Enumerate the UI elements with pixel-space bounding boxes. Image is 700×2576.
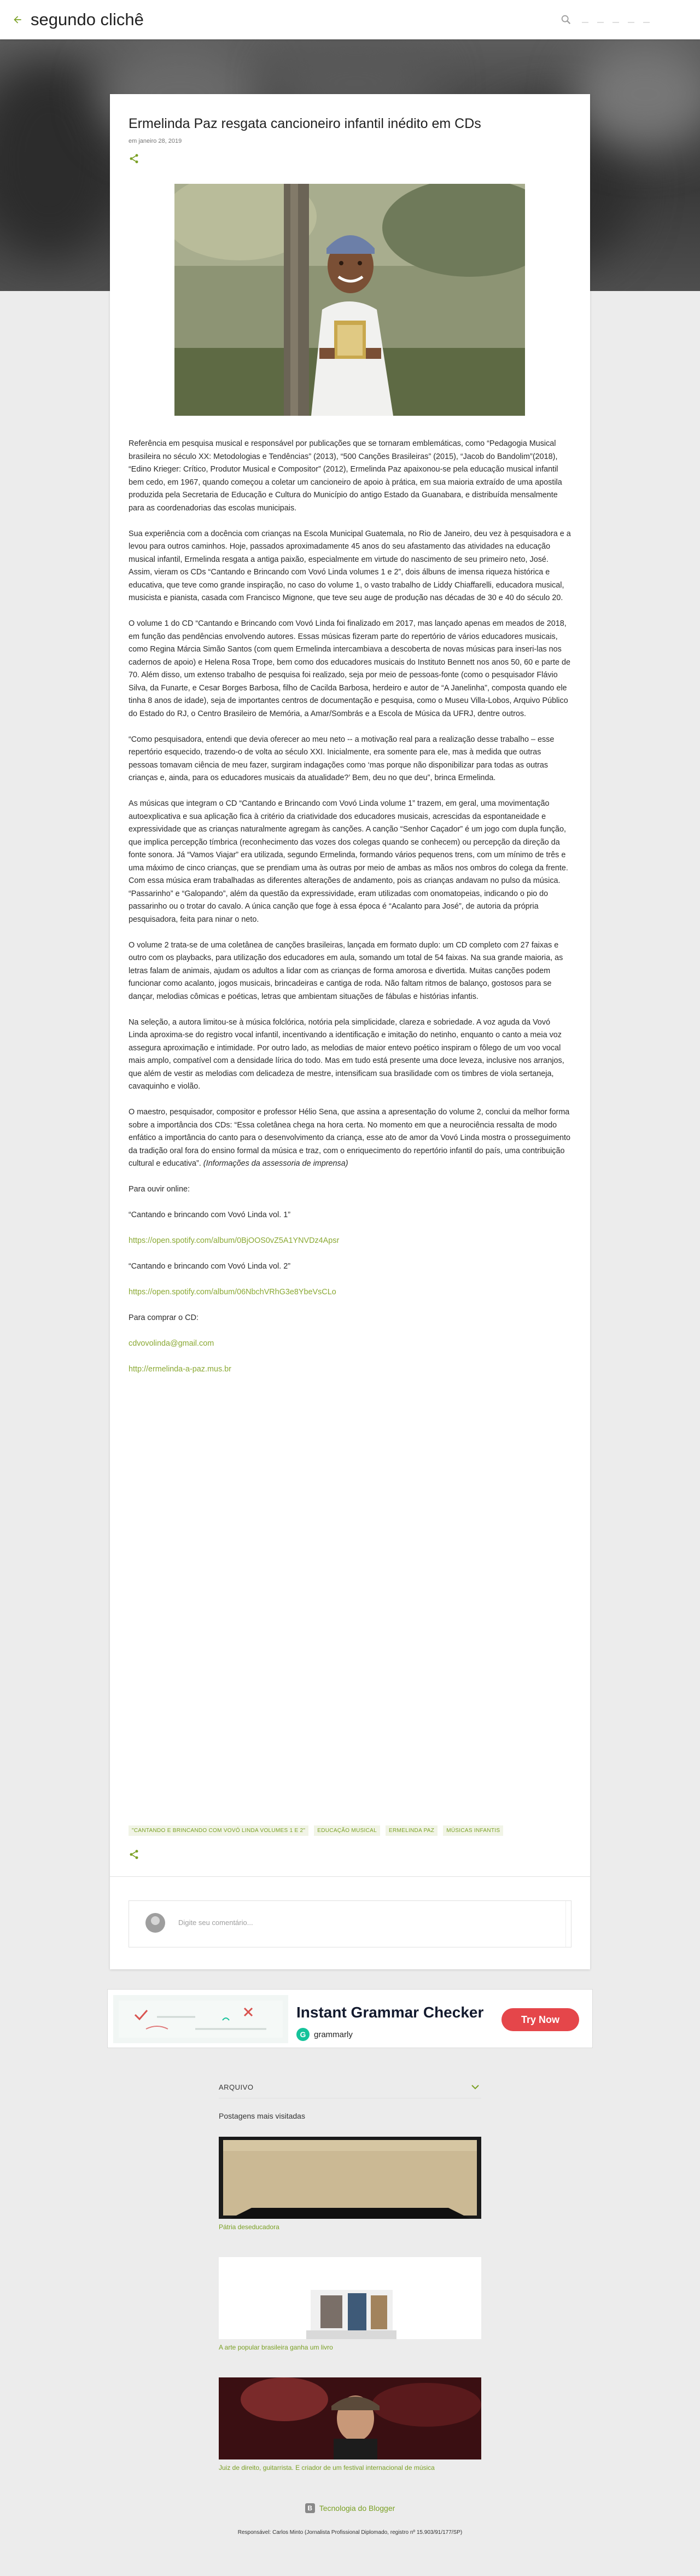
powered-by[interactable] <box>0 2503 700 2513</box>
chevron-down-icon[interactable] <box>471 2084 479 2090</box>
popular-post-title[interactable]: A arte popular brasileira ganha um livro <box>219 2344 333 2351</box>
post-paragraph: Na seleção, a autora limitou-se à música folclórica, notória pela simplicidade, clareza e sobriedade. A voz aguda da Vovó Linda aproxima-se do registro vocal infantil, incentivando a identificação e imitação do netinho, enquanto o canto a meia voz assegura aproximação e intimidade. Por outro lado, as melodias de maior entevo poético inspiram o fôlego de um voo vocal mais amplo, compatível com a densidade lírica do todo. Mas em tudo está presente uma doce leveza, inclusive nos arranjos, que além de vestir as melodias com delicadeza de mestre, intensificam sua brasilidade com os timbres de viola sertaneja, cavaquinho e violão. <box>129 1017 564 1091</box>
post-paragraph: O volume 1 do CD “Cantando e Brincando com Vovó Linda foi finalizado em 2017, mas lançado apenas em meados de 2018, em função das pendências envolvendo autores. Essas músicas fizeram parte do repertório de vários educadores musicais, como Regina Márcia Simão Santos (com quem Ermelinda intercambiava a descoberta de novas músicas para inseri-las nos cadernos de apoio) e Helena Rosa Trope, bem como dos educadores musicais do Instituto Bennett nos anos 50, 60 e parte de 70. Além disso, um extenso trabalho de pesquisa foi realizado, seja por meio de pessoas-fonte (como o pesquisador Flávio Silva, da Funarte, e Cesar Borges Barbosa, filho de Cacilda Barbosa, herdeiro e autor de “A Janelinha”, composta quando ele tinha 8 anos de idade), seja de importantes centros de documentação e pesquisa, como o Museu Villa-Lobos, Arquivo Público do Estado do RJ, o Centro Brasileiro de Memória, a Amar/Sombrás e a Escola de Música da UFRJ, dentre outros. <box>129 619 570 718</box>
label-cantando-e-brincando[interactable]: "CANTANDO E BRINCANDO COM VOVÓ LINDA VOLUMES 1 E 2" <box>129 1825 308 1836</box>
vol1-spotify-link[interactable]: https://open.spotify.com/album/0BjOOS0vZ5A1YNVDz4Apsr <box>129 1236 340 1245</box>
post-card <box>110 94 590 1969</box>
label-educacao-musical[interactable]: EDUCAÇÃO MUSICAL <box>314 1825 380 1836</box>
archive-label: ARQUIVO <box>219 2083 254 2091</box>
label-musicas-infantis[interactable]: MÚSICAS INFANTIS <box>443 1825 503 1836</box>
vol2-label: “Cantando e brincando com Vovó Linda vol. 2” <box>129 1262 290 1271</box>
search-area[interactable] <box>552 11 700 28</box>
blog-title[interactable]: segundo clichê <box>31 10 144 29</box>
ad-illustration <box>113 1995 288 2043</box>
popular-posts-title: Postagens mais visitadas <box>219 2112 305 2120</box>
popular-post-thumbnail[interactable] <box>219 2377 481 2459</box>
top-bar <box>0 0 700 39</box>
popular-post-title[interactable]: Juiz de direito, guitarrista. E criador de um festival internacional de música <box>219 2464 435 2472</box>
popular-post[interactable] <box>219 2137 481 2231</box>
post-paragraph-quote <box>129 1106 571 1171</box>
post-paragraph: O volume 2 trata-se de uma coletânea de canções brasileiras, lançada em formato duplo: um CD completo com 27 faixas e outro com os playbacks, para utilização dos educadores em aula, somando um total de 54 faixas. Na sua grande maioria, as letras falam de animais, ajudam os adultos a lidar com as crianças de forma amorosa e divertida. Muitas canções podem funcionar como acalanto, jogos musicais, brincadeiras e cantiga de roda. Não faltam ritmos de balanço, gostosos para se dançar, melodias cômicas e poéticas, letras que ambientam situações de fábulas e histórias infantis. <box>129 940 563 1001</box>
post-paragraph: “Como pesquisadora, entendi que devia oferecer ao meu neto -- a motivação real para a realização desse trabalho – esse repertório esquecido, trazendo-o de volta ao século XXI. Inicialmente, era somente para ele, mas à medida que outras pessoas tomavam ciência de meu fazer, surgiram indagações como ‘mas porque não disponibilizar para todas as outras crianças e, ainda, para os educadores musicais da atualidade?’ Bem, deu no que deu”, brinca Ermelinda. <box>129 735 555 782</box>
powered-by-text[interactable]: Tecnologia do Blogger <box>319 2504 395 2513</box>
search-icon[interactable] <box>560 14 572 26</box>
popular-post[interactable] <box>219 2257 481 2351</box>
comment-input[interactable]: Digite seu comentário... <box>178 1918 253 1927</box>
back-arrow-icon[interactable] <box>12 14 23 25</box>
blogger-icon: B <box>305 2503 315 2513</box>
listen-heading: Para ouvir online: <box>129 1185 190 1194</box>
search-placeholder-dots <box>582 16 650 23</box>
vol1-label: “Cantando e brincando com Vovó Linda vol. 1” <box>129 1211 290 1219</box>
label-ermelinda-paz[interactable]: ERMELINDA PAZ <box>386 1825 438 1836</box>
buy-site-link[interactable]: http://ermelinda-a-paz.mus.br <box>129 1365 231 1374</box>
post-date[interactable]: em janeiro 28, 2019 <box>129 138 182 144</box>
quote-text: O maestro, pesquisador, compositor e professor Hélio Sena, que assina a apresentação do volume 2, conclui da melhor forma sobre a importância dos CDs: “Essa coletânea chega na hora certa. No momento em que a neurociência ressalta de modo enfático a importância do canto para o desenvolvimento da criança, esse ato de amor da Vovó Linda mostra o prosseguimento da tradição oral fora do ensino formal da música e traz, com o enriquecimento do repertório infantil do país, uma contribuição cultural e educativa”. <box>129 1108 570 1168</box>
post-labels <box>129 1825 503 1836</box>
popular-post-thumbnail[interactable] <box>219 2137 481 2219</box>
ad-banner[interactable] <box>107 1989 593 2048</box>
archive-dropdown[interactable] <box>219 2077 481 2098</box>
post-paragraph: Sua experiência com a docência com crianças na Escola Municipal Guatemala, no Rio de Janeiro, deu vez à pesquisadora e a levou para outros caminhos. Hoje, passados aproximadamente 45 anos do seu afastamento das atividades na educação musical infantil, Ermelinda resgata a antiga paixão, especialmente em virtude do nascimento de seu primeiro neto, José. Assim, vieram os CDs “Cantando e Brincando com Vovó Linda volumes 1 e 2”, dois álbuns de imensa riqueza histórica e educativa, que teve como grande inspiração, no caso do volume 1, o vasto trabalho de Liddy Chiaffarelli, educadora musical, musicista e pianista, casada com Francisco Mignone, que teve seu auge de produção nas décadas de 30 e 40 do século 20. <box>129 529 571 602</box>
ad-brand-name: grammarly <box>314 2030 353 2039</box>
quote-credit: (Informações da assessoria de imprensa) <box>203 1159 348 1168</box>
share-icon-bottom[interactable] <box>129 1849 139 1860</box>
grammarly-logo-icon: G <box>296 2028 310 2041</box>
popular-post-thumbnail[interactable] <box>219 2257 481 2339</box>
footer-credit: Responsável: Carlos Minto (Jornalista Profissional Diplomado, registro nº 15.903/91/177/SP) <box>237 2530 463 2536</box>
post-paragraph: Referência em pesquisa musical e responsável por publicações que se tornaram emblemáticas, como “Pedagogia Musical brasileira no século XX: Metodologias e Tendências” (2013), “500 Canções Brasileiras” (2015), “Jacob do Bandolim”(2018), “Edino Krieger: Crítico, Produtor Musical e Compositor” (2012), Ermelinda Paz apaixonou-se pela educação musical infantil bem cedo, em 1967, quando começou a coletar um cancioneiro de apoio à prática, em sua maioria extraído de uma apostila produzida pela Secretaria de Educação e Cultura do Município do antigo Estado da Guanabara, e distribuída mensalmente para as coordenadorias das escolas municipais. <box>129 439 562 513</box>
buy-email-link[interactable]: cdvovolinda@gmail.com <box>129 1339 214 1348</box>
ad-title[interactable]: Instant Grammar Checker <box>296 2004 484 2021</box>
ad-try-now-button[interactable]: Try Now <box>501 2008 579 2031</box>
comment-avatar <box>145 1913 165 1933</box>
ad-brand <box>296 2028 353 2041</box>
vol2-spotify-link[interactable]: https://open.spotify.com/album/06NbchVRhG3e8YbeVsCLo <box>129 1288 336 1296</box>
post-title: Ermelinda Paz resgata cancioneiro infantil inédito em CDs <box>129 116 481 131</box>
comment-box[interactable] <box>129 1900 571 1947</box>
post-photo[interactable] <box>174 184 525 416</box>
post-paragraph: As músicas que integram o CD “Cantando e Brincando com Vovó Linda volume 1” trazem, em geral, uma movimentação autoexplicativa e sua aplicação fica à critério da criatividade dos educadores musicais, acrescidas da espontaneidade e expressividade que as crianças naturalmente agregam às canções. A canção “Senhor Caçador” é um jogo com dupla função, que implica percepção tímbrica (reconhecimento das vozes dos colegas quando se conhecem) ou percepção da direção da fonte sonora. Já “Vamos Viajar” era utilizada, segundo Ermelinda, formando vários pequenos trens, com um mínimo de três e uma máximo de cinco crianças, que se prendiam uma às outras por meio de ambas as mãos nos ombros do colega da frente. Com essa música eram trabalhadas as diferentes alterações de andamento, pois as crianças andavam no pulso da música. “Passarinho” e “Galopando”, além da questão da expressividade, eram utilizadas com onomatopeias, indicando o pio do passarinho ou o trotar do cavalo. A única canção que foge à essa época é “Acalanto para José”, de autoria da própria pesquisadora, feita para ninar o neto. <box>129 799 568 924</box>
post-body <box>129 438 571 1389</box>
popular-post-title[interactable]: Pátria deseducadora <box>219 2223 279 2231</box>
woman-with-cd-photo-illustration <box>174 184 525 416</box>
comments-divider <box>110 1876 590 1877</box>
comment-scrollbar[interactable] <box>565 1901 571 1947</box>
share-icon[interactable] <box>129 153 139 164</box>
popular-post[interactable] <box>219 2377 481 2472</box>
buy-heading: Para comprar o CD: <box>129 1313 199 1322</box>
